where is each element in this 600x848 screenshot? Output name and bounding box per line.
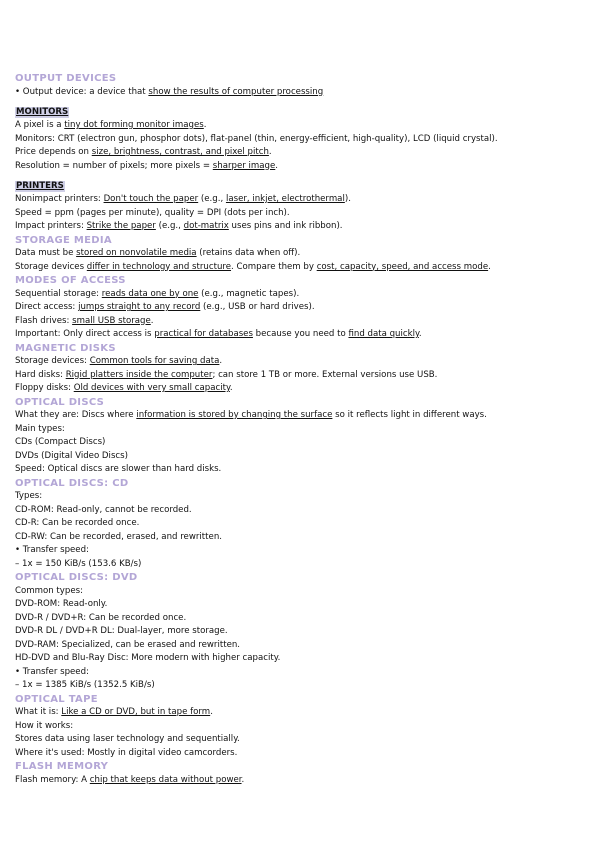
- text-line: [15, 328, 580, 342]
- underlined-phrase: information is stored by changing the surface: [136, 410, 333, 420]
- text-fragment: CD-RW: Can be recorded, erased, and rewritten.: [15, 531, 222, 542]
- text-line: [15, 301, 580, 315]
- text-line: [15, 652, 580, 666]
- text-fragment: Price depends on: [15, 147, 92, 157]
- underlined-phrase: chip that keeps data without power: [89, 774, 242, 785]
- text-line: [15, 220, 580, 234]
- text-fragment: because you need to: [252, 329, 349, 339]
- text-line: [15, 133, 580, 147]
- text-line: [15, 261, 580, 275]
- text-line: [15, 450, 580, 464]
- text-line: [15, 160, 580, 174]
- text-fragment: Flash drives:: [15, 315, 73, 326]
- text-line: [15, 558, 580, 572]
- text-fragment: Main types:: [15, 423, 65, 434]
- section-heading: OPTICAL DISCS: CD: [15, 477, 129, 489]
- text-line: [15, 146, 580, 160]
- text-fragment: • Transfer speed:: [15, 666, 89, 677]
- text-fragment: .: [488, 261, 491, 272]
- underlined-phrase: small USB storage: [72, 315, 151, 326]
- text-fragment: .: [150, 315, 154, 326]
- text-fragment: .: [241, 774, 245, 785]
- text-fragment: DVD-ROM: Read-only.: [15, 599, 108, 609]
- text-line: [15, 409, 580, 423]
- text-fragment: ; can store 1 TB or more. External versions use USB.: [212, 369, 438, 380]
- text-line: [15, 207, 580, 221]
- text-fragment: (e.g.,: [198, 194, 226, 204]
- underlined-phrase: Don't touch the paper: [103, 194, 199, 204]
- text-fragment: Floppy disks:: [15, 383, 74, 393]
- subheading-row: [15, 173, 580, 193]
- underlined-phrase: size, brightness, contrast, and pixel pitch: [91, 147, 269, 157]
- subheading: PRINTERS: [16, 181, 64, 191]
- section-heading: MODES OF ACCESS: [15, 275, 126, 286]
- text-fragment: – 1x = 150 KiB/s (153.6 KB/s): [15, 558, 142, 569]
- text-fragment: CDs (Compact Discs): [15, 437, 106, 447]
- text-fragment: • Output device: a device that: [15, 86, 149, 97]
- text-line: [15, 774, 580, 788]
- section-heading: OPTICAL DISCS: DVD: [15, 572, 138, 583]
- text-line: [15, 531, 580, 545]
- text-fragment: DVDs (Digital Video Discs): [15, 450, 128, 461]
- text-fragment: Common types:: [15, 585, 84, 596]
- text-fragment: Storage devices: [15, 261, 87, 272]
- text-fragment: .: [268, 147, 272, 157]
- underlined-phrase: tiny dot forming monitor images: [64, 120, 204, 130]
- text-fragment: Important: Only direct access is: [15, 329, 155, 339]
- text-fragment: Impact printers:: [15, 221, 87, 231]
- text-fragment: Speed: Optical discs are slower than hard disks.: [15, 464, 222, 474]
- text-fragment: CD-ROM: Read-only, cannot be recorded.: [15, 504, 192, 515]
- text-line: [15, 666, 580, 680]
- text-line: [15, 585, 580, 599]
- text-line: [15, 598, 580, 612]
- text-fragment: Where it's used: Mostly in digital video camcorders.: [15, 747, 238, 758]
- text-fragment: A pixel is a: [15, 120, 65, 130]
- text-line: [15, 315, 580, 329]
- text-fragment: (retains data when off).: [196, 248, 301, 258]
- text-line: [15, 706, 580, 720]
- text-fragment: Flash memory: A: [15, 774, 90, 785]
- section-heading: FLASH MEMORY: [15, 761, 109, 772]
- text-fragment: .: [229, 383, 233, 393]
- section-heading: OPTICAL DISCS: [15, 396, 105, 408]
- text-fragment: .: [203, 120, 207, 130]
- text-line: [15, 504, 580, 518]
- text-fragment: (e.g.,: [155, 221, 184, 231]
- text-line: [15, 86, 580, 100]
- section-heading: MAGNETIC DISKS: [15, 342, 116, 354]
- text-fragment: Direct access:: [15, 302, 79, 312]
- underlined-phrase: find data quickly: [348, 329, 419, 339]
- text-fragment: . Compare them by: [231, 261, 317, 272]
- text-fragment: CD-R: Can be recorded once.: [15, 518, 140, 528]
- underlined-phrase: Old devices with very small capacity: [73, 383, 230, 393]
- text-line: [15, 119, 580, 133]
- text-fragment: ).: [344, 194, 351, 204]
- text-fragment: DVD-RAM: Specialized, can be erased and rewritten.: [15, 639, 241, 650]
- underlined-phrase: practical for databases: [154, 329, 253, 339]
- underlined-phrase: cost, capacity, speed, and access mode: [316, 261, 489, 272]
- text-line: [15, 288, 580, 302]
- text-fragment: Monitors: CRT (electron gun, phosphor dots), flat-panel (thin, energy-efficient, high-quality), LCD (liquid crystal).: [15, 133, 498, 144]
- text-fragment: uses pins and ink ribbon).: [228, 221, 343, 231]
- text-fragment: Hard disks:: [15, 369, 66, 380]
- text-line: [15, 639, 580, 653]
- underlined-phrase: Like a CD or DVD, but in tape form: [61, 707, 211, 717]
- text-line: [15, 625, 580, 639]
- text-fragment: .: [418, 329, 422, 339]
- text-fragment: Stores data using laser technology and sequentially.: [15, 734, 240, 744]
- text-fragment: What they are: Discs where: [15, 410, 137, 420]
- underlined-phrase: Rigid platters inside the computer: [65, 369, 213, 380]
- subheading: MONITORS: [16, 107, 69, 117]
- text-fragment: Nonimpact printers:: [15, 194, 104, 204]
- text-fragment: HD-DVD and Blu-Ray Disc: More modern with higher capacity.: [15, 653, 281, 663]
- text-fragment: Sequential storage:: [15, 288, 102, 299]
- underlined-phrase: show the results of computer processing: [148, 86, 324, 97]
- text-line: [15, 517, 580, 531]
- section-heading: STORAGE MEDIA: [15, 234, 112, 246]
- text-line: [15, 490, 580, 504]
- text-fragment: • Transfer speed:: [15, 545, 89, 555]
- text-fragment: .: [210, 707, 213, 717]
- section-heading: OUTPUT DEVICES: [15, 73, 117, 84]
- underlined-phrase: Common tools for saving data: [89, 356, 220, 366]
- text-fragment: .: [219, 356, 223, 366]
- text-fragment: Speed = ppm (pages per minute), quality = DPI (dots per inch).: [15, 207, 290, 218]
- underlined-phrase: laser, inkjet, electrothermal: [225, 194, 345, 204]
- text-line: [15, 247, 580, 261]
- text-fragment: Storage devices:: [15, 356, 90, 366]
- text-line: [15, 679, 580, 693]
- underlined-phrase: jumps straight to any record: [78, 302, 201, 312]
- underlined-phrase: stored on nonvolatile media: [76, 248, 197, 258]
- text-fragment: DVD-R DL / DVD+R DL: Dual-layer, more storage.: [15, 626, 228, 636]
- text-line: [15, 612, 580, 626]
- text-fragment: Resolution = number of pixels; more pixels =: [15, 160, 213, 171]
- underlined-phrase: differ in technology and structure: [86, 261, 232, 272]
- text-fragment: DVD-R / DVD+R: Can be recorded once.: [15, 612, 187, 623]
- section-heading: OPTICAL TAPE: [15, 693, 98, 705]
- text-fragment: (e.g., USB or hard drives).: [200, 302, 315, 312]
- text-line: [15, 436, 580, 450]
- text-fragment: so it reflects light in different ways.: [332, 410, 487, 420]
- text-line: [15, 193, 580, 207]
- text-line: [15, 369, 580, 383]
- subheading-row: [15, 99, 580, 119]
- text-fragment: – 1x = 1385 KiB/s (1352.5 KiB/s): [15, 680, 155, 690]
- underlined-phrase: dot-matrix: [183, 221, 229, 231]
- text-line: [15, 463, 580, 477]
- text-line: [15, 747, 580, 761]
- underlined-phrase: sharper image: [212, 160, 276, 171]
- text-line: [15, 544, 580, 558]
- text-line: [15, 382, 580, 396]
- text-fragment: How it works:: [15, 720, 74, 731]
- text-line: [15, 733, 580, 747]
- text-fragment: Types:: [15, 491, 43, 501]
- text-fragment: .: [275, 160, 279, 171]
- text-line: [15, 355, 580, 369]
- text-line: [15, 720, 580, 734]
- text-fragment: What it is:: [15, 707, 62, 717]
- text-fragment: (e.g., magnetic tapes).: [198, 288, 300, 299]
- text-fragment: Data must be: [15, 248, 77, 258]
- text-line: [15, 423, 580, 437]
- underlined-phrase: Strike the paper: [86, 221, 156, 231]
- underlined-phrase: reads data one by one: [101, 288, 199, 299]
